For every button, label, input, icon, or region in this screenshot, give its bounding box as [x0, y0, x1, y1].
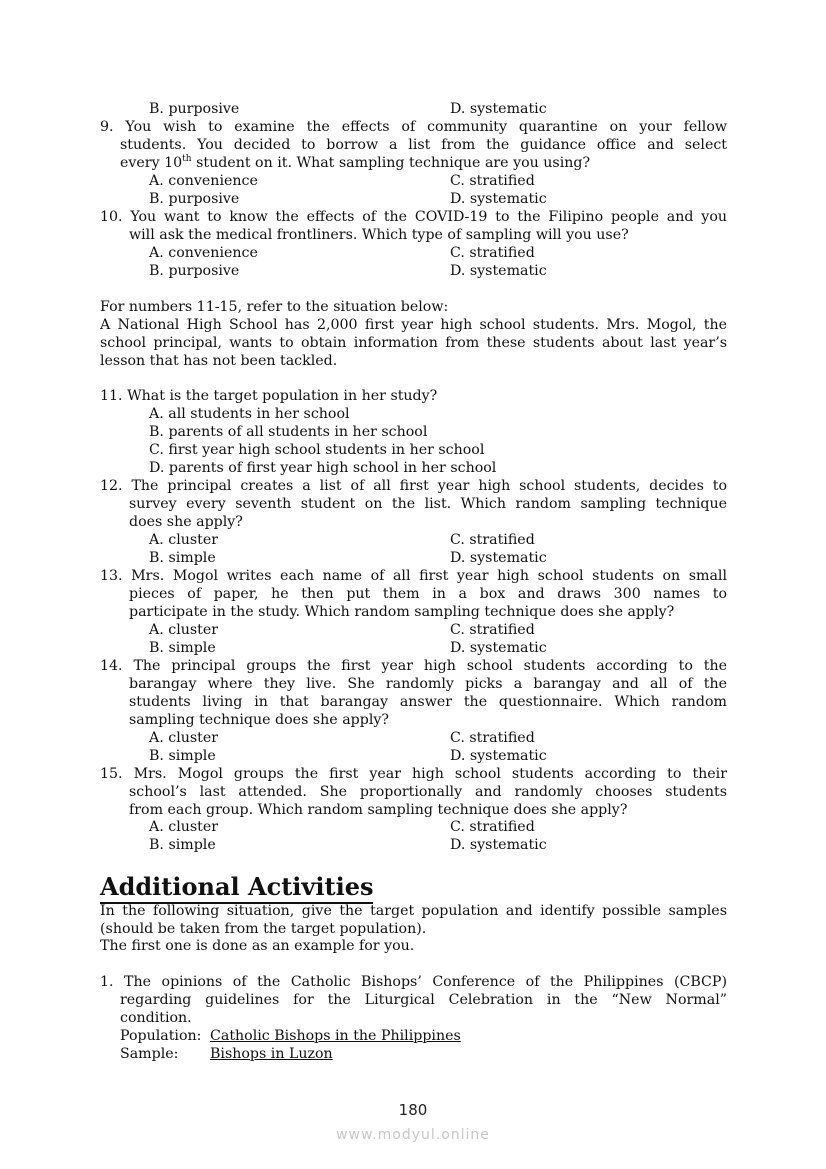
q15-line-3: from each group. Which random sampling technique does she apply? — [129, 802, 628, 818]
q12-line-2: survey every seventh student on the list. Which random sampling technique — [129, 496, 727, 512]
q14-option-c: C. stratified — [450, 730, 535, 746]
q13-option-c: C. stratified — [450, 622, 535, 638]
watermark: www.modyul.online — [336, 1127, 490, 1143]
q14-option-d: D. systematic — [450, 748, 547, 764]
instructions-line-1: In the following situation, give the target population and identify possible samples — [100, 903, 727, 919]
q13-option-b: B. simple — [149, 640, 216, 656]
q11-option-b: B. parents of all students in her school — [149, 424, 428, 440]
population-label: Population: — [120, 1028, 202, 1044]
sample-value: Bishops in Luzon — [210, 1046, 333, 1062]
q15-line-2: school’s last attended. She proportionally and randomly chooses students — [129, 784, 727, 800]
q10-line-1: 10. You want to know the effects of the COVID-19 to the Filipino people and you — [100, 209, 727, 225]
situation-line-1: A National High School has 2,000 first year high school students. Mrs. Mogol, the — [100, 317, 727, 333]
situation-line-3: lesson that has not been tackled. — [100, 353, 338, 369]
q11-question: 11. What is the target population in her study? — [100, 388, 438, 404]
q14-option-b: B. simple — [149, 748, 216, 764]
q12-option-c: C. stratified — [450, 532, 535, 548]
q15-option-b: B. simple — [149, 837, 216, 853]
q15-option-c: C. stratified — [450, 819, 535, 835]
situation-intro: For numbers 11-15, refer to the situation below: — [100, 299, 449, 315]
item1-line-2: regarding guidelines for the Liturgical Celebration in the “New Normal” — [120, 992, 727, 1008]
q13-line-3: participate in the study. Which random sampling technique does she apply? — [129, 604, 675, 620]
q14-line-3: students living in that barangay answer the questionnaire. Which random — [129, 694, 727, 710]
q13-line-1: 13. Mrs. Mogol writes each name of all first year high school students on small — [100, 568, 727, 584]
item1-line-3: condition. — [120, 1010, 192, 1026]
q10-line-2: will ask the medical frontliners. Which type of sampling will you use? — [129, 227, 629, 243]
q11-option-a: A. all students in her school — [149, 406, 350, 422]
q14-line-1: 14. The principal groups the first year high school students according to the — [100, 658, 727, 674]
q9-line-1: 9. You wish to examine the effects of community quarantine on your fellow — [100, 119, 727, 135]
page-number: 180 — [398, 1101, 428, 1119]
q11-option-c: C. first year high school students in her school — [149, 442, 485, 458]
q14-line-4: sampling technique does she apply? — [129, 712, 389, 728]
q10-option-a: A. convenience — [149, 245, 258, 261]
instructions-line-2: (should be taken from the target population). — [100, 921, 427, 937]
sample-label: Sample: — [120, 1046, 179, 1062]
q11-option-d: D. parents of first year high school in her school — [149, 460, 497, 476]
instructions-line-3: The first one is done as an example for you. — [100, 938, 415, 954]
q12-option-d: D. systematic — [450, 550, 547, 566]
q10-option-b: B. purposive — [149, 263, 240, 279]
q13-line-2: pieces of paper, he then put them in a box and draws 300 names to — [129, 586, 727, 602]
item1-line-1: 1. The opinions of the Catholic Bishops’ Conference of the Philippines (CBCP) — [100, 974, 727, 990]
q8-option-b: B. purposive — [149, 101, 240, 117]
q9-option-b: B. purposive — [149, 191, 240, 207]
q9-option-c: C. stratified — [450, 173, 535, 189]
q13-option-a: A. cluster — [149, 622, 219, 638]
q15-line-1: 15. Mrs. Mogol groups the first year high school students according to their — [100, 766, 727, 782]
q9-option-a: A. convenience — [149, 173, 258, 189]
q14-option-a: A. cluster — [149, 730, 219, 746]
q8-option-d: D. systematic — [450, 101, 547, 117]
section-heading: Additional Activities — [100, 872, 373, 904]
q9-line-3: every 10th student on it. What sampling technique are you using? — [120, 154, 591, 171]
q12-option-a: A. cluster — [149, 532, 219, 548]
q14-line-2: barangay where they live. She randomly picks a barangay and all of the — [129, 676, 727, 692]
q10-option-c: C. stratified — [450, 245, 535, 261]
q12-option-b: B. simple — [149, 550, 216, 566]
q9-option-d: D. systematic — [450, 191, 547, 207]
q15-option-d: D. systematic — [450, 837, 547, 853]
q15-option-a: A. cluster — [149, 819, 219, 835]
q12-line-3: does she apply? — [129, 514, 243, 530]
q13-option-d: D. systematic — [450, 640, 547, 656]
population-value: Catholic Bishops in the Philippines — [210, 1028, 461, 1044]
q12-line-1: 12. The principal creates a list of all first year high school students, decides to — [100, 478, 727, 494]
q9-line-2: students. You decided to borrow a list from the guidance office and select — [120, 137, 727, 153]
q10-option-d: D. systematic — [450, 263, 547, 279]
situation-line-2: school principal, wants to obtain information from these students about last year’s — [100, 335, 727, 351]
